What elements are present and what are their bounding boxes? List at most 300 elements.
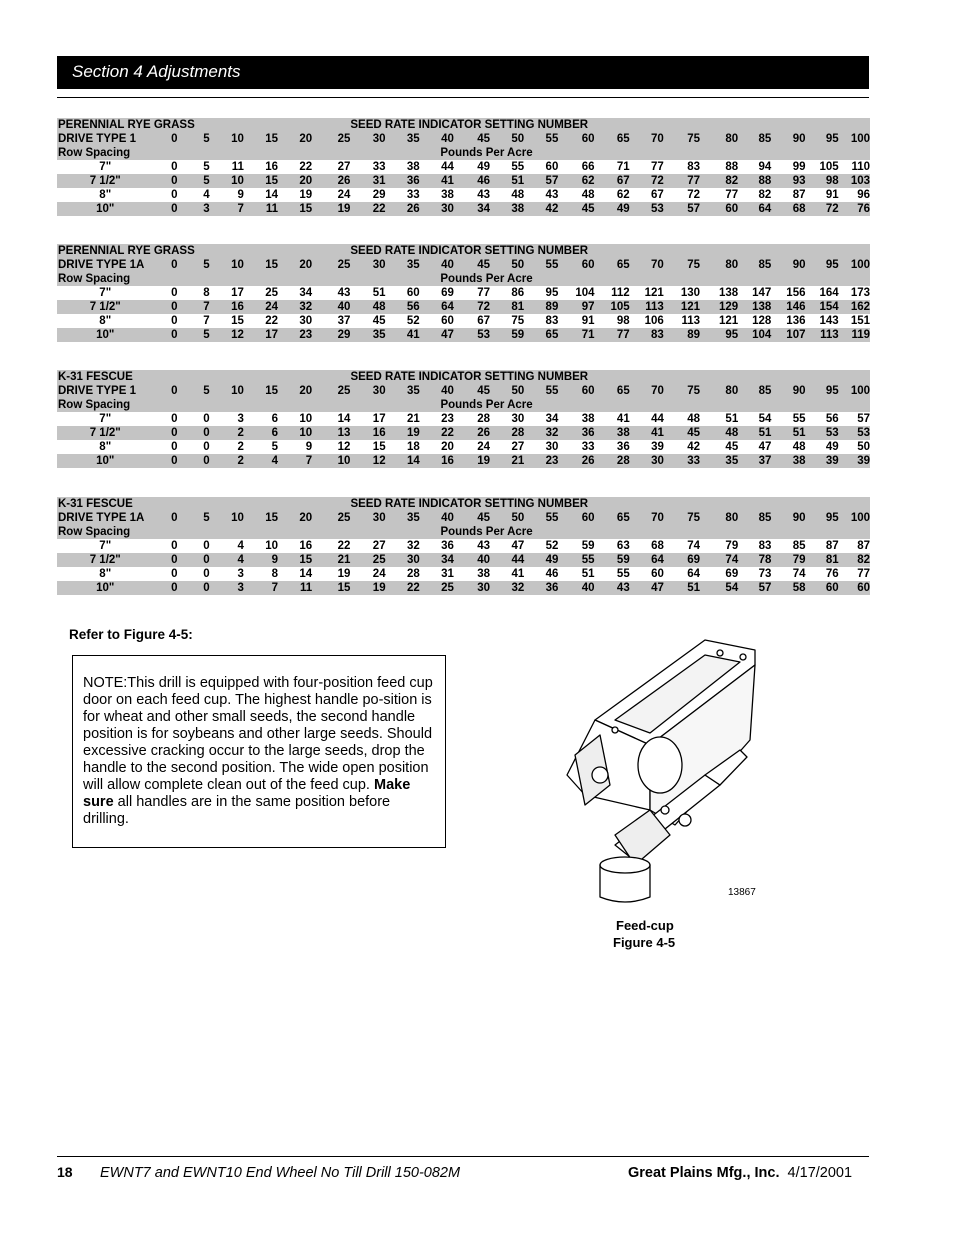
table-cell: 51	[490, 174, 524, 188]
column-header: 60	[558, 511, 594, 525]
table-cell: 104	[575, 287, 595, 299]
column-header: 75	[664, 258, 700, 272]
table-cell: 36	[524, 581, 558, 595]
column-header: 30	[350, 384, 385, 398]
row-spacing: 10"	[57, 454, 153, 468]
table-cell: 74	[687, 540, 701, 552]
column-header: 60	[558, 132, 594, 146]
table-cell: 77	[725, 189, 739, 201]
drive-type: DRIVE TYPE 1A	[57, 511, 153, 525]
table-cell: 0	[171, 568, 178, 580]
table-cell: 82	[758, 189, 772, 201]
row-spacing: 7 1/2"	[57, 426, 153, 440]
table-cell: 32	[406, 540, 420, 552]
table-cell: 82	[839, 553, 870, 567]
table-cell: 56	[825, 413, 839, 425]
table-cell: 43	[477, 540, 491, 552]
figure-caption-title: Feed-cup	[616, 918, 674, 933]
column-header: 80	[700, 258, 738, 272]
table-cell: 47	[511, 540, 525, 552]
setting-title: SEED RATE INDICATOR SETTING NUMBER	[350, 118, 870, 132]
table-cell: 10	[278, 426, 312, 440]
table-cell: 34	[299, 287, 313, 299]
table-cell: 2	[210, 454, 244, 468]
crop-name: K-31 FESCUE	[57, 497, 350, 511]
table-title-row	[57, 497, 870, 511]
table-cell: 49	[595, 202, 630, 216]
table-cell: 20	[278, 174, 312, 188]
row-spacing: 10"	[57, 581, 153, 595]
table-cell: 40	[312, 300, 350, 314]
table-cell: 6	[244, 426, 278, 440]
table-cell: 18	[406, 441, 420, 453]
table-cell: 77	[477, 287, 491, 299]
table-cell: 57	[857, 413, 870, 425]
table-cell: 17	[372, 413, 386, 425]
column-header: 20	[278, 511, 312, 525]
table-cell: 11	[278, 581, 312, 595]
table-cell: 36	[616, 441, 630, 453]
column-header: 70	[630, 132, 664, 146]
table-cell: 0	[178, 581, 210, 595]
column-header: 35	[386, 384, 420, 398]
table-cell: 44	[651, 413, 664, 425]
units-row	[57, 525, 870, 539]
table-cell: 53	[839, 426, 870, 440]
column-header: 100	[839, 258, 870, 272]
table-cell: 105	[595, 300, 630, 314]
table-cell: 3	[178, 202, 210, 216]
column-header: 85	[738, 258, 771, 272]
table-cell: 5	[271, 441, 279, 453]
table-cell: 60	[700, 202, 738, 216]
column-header: 90	[771, 258, 805, 272]
table-row	[57, 300, 870, 314]
table-cell: 24	[372, 568, 386, 580]
table-cell: 49	[524, 553, 558, 567]
row-spacing: 8"	[99, 189, 112, 201]
table-cell: 88	[725, 161, 739, 173]
row-spacing-label: Row Spacing	[57, 272, 350, 286]
table-cell: 95	[545, 287, 559, 299]
table-cell: 9	[305, 441, 313, 453]
table-cell: 4	[203, 189, 210, 201]
table-cell: 0	[153, 300, 177, 314]
table-cell: 0	[153, 426, 177, 440]
table-cell: 98	[616, 315, 630, 327]
table-cell: 74	[792, 568, 806, 580]
table-cell: 64	[738, 202, 771, 216]
table-cell: 151	[850, 315, 870, 327]
table-cell: 43	[477, 189, 491, 201]
table-cell: 68	[771, 202, 805, 216]
table-cell: 39	[806, 454, 839, 468]
table-cell: 76	[825, 568, 839, 580]
table-cell: 0	[203, 540, 210, 552]
table-cell: 0	[171, 441, 178, 453]
table-cell: 138	[738, 300, 771, 314]
column-header: 25	[312, 511, 350, 525]
table-cell: 103	[839, 174, 870, 188]
table-cell: 26	[386, 202, 420, 216]
header-rule	[57, 97, 869, 98]
table-cell: 11	[244, 202, 278, 216]
row-spacing: 7"	[99, 161, 112, 173]
column-header: 5	[178, 132, 210, 146]
table-cell: 81	[806, 553, 839, 567]
table-cell: 107	[771, 328, 805, 342]
table-cell: 27	[337, 161, 351, 173]
table-cell: 156	[786, 287, 806, 299]
column-header: 15	[244, 258, 278, 272]
table-cell: 23	[524, 454, 558, 468]
column-header: 85	[738, 511, 771, 525]
row-spacing-label: Row Spacing	[57, 146, 350, 160]
table-cell: 36	[441, 540, 454, 552]
table-cell: 83	[758, 540, 772, 552]
table-cell: 32	[524, 426, 558, 440]
row-spacing: 10"	[57, 328, 153, 342]
table-cell: 26	[312, 174, 350, 188]
column-header: 50	[490, 258, 524, 272]
table-cell: 77	[595, 328, 630, 342]
table-row	[57, 328, 870, 342]
column-header: 75	[664, 384, 700, 398]
table-cell: 22	[265, 315, 279, 327]
table-cell: 37	[337, 315, 351, 327]
row-spacing: 7 1/2"	[57, 553, 153, 567]
column-header: 75	[664, 511, 700, 525]
table-cell: 43	[337, 287, 351, 299]
table-cell: 48	[350, 300, 385, 314]
column-header: 80	[700, 511, 738, 525]
table-cell: 72	[805, 202, 838, 216]
table-cell: 94	[758, 161, 772, 173]
table-cell: 0	[153, 202, 177, 216]
table-cell: 0	[178, 426, 210, 440]
table-cell: 55	[616, 568, 630, 580]
table-cell: 34	[545, 413, 559, 425]
column-header: 0	[153, 511, 177, 525]
table-cell: 15	[244, 174, 278, 188]
table-cell: 67	[651, 189, 664, 201]
crop-name: PERENNIAL RYE GRASS	[57, 244, 350, 258]
footer-date: 4/17/2001	[787, 1165, 853, 1181]
column-header: 25	[312, 384, 350, 398]
column-header: 55	[524, 258, 558, 272]
table-cell: 9	[237, 189, 244, 201]
column-header: 10	[210, 384, 244, 398]
table-cell: 48	[792, 441, 806, 453]
table-cell: 34	[420, 553, 454, 567]
table-row	[57, 440, 870, 454]
table-cell: 16	[350, 426, 385, 440]
table-cell: 93	[771, 174, 805, 188]
table-row	[57, 454, 870, 468]
row-spacing: 7"	[99, 287, 112, 299]
drive-type: DRIVE TYPE 1A	[57, 258, 153, 272]
table-cell: 33	[664, 454, 700, 468]
table-cell: 52	[406, 315, 420, 327]
column-header: 40	[420, 384, 454, 398]
document-title: EWNT7 and EWNT10 End Wheel No Till Drill 150-082M	[100, 1165, 461, 1181]
column-header: 15	[244, 384, 278, 398]
column-header: 40	[420, 258, 454, 272]
table-cell: 7	[203, 315, 210, 327]
table-row	[57, 188, 870, 202]
table-cell: 43	[595, 581, 630, 595]
column-header: 35	[386, 132, 420, 146]
units-row	[57, 398, 870, 412]
table-cell: 7	[178, 300, 210, 314]
table-cell: 62	[558, 174, 594, 188]
table-cell: 91	[825, 189, 839, 201]
table-cell: 3	[237, 568, 244, 580]
column-header: 55	[524, 511, 558, 525]
table-cell: 35	[700, 454, 738, 468]
table-cell: 21	[490, 454, 524, 468]
table-cell: 146	[771, 300, 805, 314]
column-header: 10	[210, 258, 244, 272]
table-cell: 14	[299, 568, 313, 580]
column-header-row	[57, 258, 870, 272]
table-cell: 73	[758, 568, 772, 580]
column-header: 80	[700, 132, 738, 146]
setting-title: SEED RATE INDICATOR SETTING NUMBER	[350, 244, 870, 258]
table-cell: 26	[558, 454, 594, 468]
table-cell: 12	[337, 441, 351, 453]
table-cell: 38	[477, 568, 491, 580]
table-cell: 28	[406, 568, 420, 580]
table-cell: 45	[558, 202, 594, 216]
table-cell: 76	[839, 202, 870, 216]
table-cell: 20	[441, 441, 454, 453]
table-cell: 21	[406, 413, 420, 425]
table-cell: 121	[664, 300, 700, 314]
table-cell: 96	[857, 189, 870, 201]
column-header: 80	[700, 384, 738, 398]
column-header: 10	[210, 511, 244, 525]
table-cell: 30	[299, 315, 313, 327]
column-header: 95	[805, 132, 838, 146]
table-cell: 0	[171, 540, 178, 552]
table-cell: 113	[805, 328, 838, 342]
table-row	[57, 553, 870, 567]
table-cell: 57	[738, 581, 771, 595]
column-header: 95	[806, 384, 839, 398]
table-row	[57, 160, 870, 174]
table-cell: 74	[700, 553, 738, 567]
table-cell: 154	[805, 300, 838, 314]
table-cell: 64	[630, 553, 664, 567]
table-cell: 0	[203, 413, 210, 425]
table-cell: 34	[454, 202, 490, 216]
table-cell: 162	[839, 300, 870, 314]
setting-title: SEED RATE INDICATOR SETTING NUMBER	[350, 497, 870, 511]
column-header: 70	[630, 384, 664, 398]
column-header: 45	[454, 384, 490, 398]
table-cell: 8	[203, 287, 210, 299]
table-cell: 13	[312, 426, 350, 440]
table-cell: 86	[511, 287, 525, 299]
column-header: 55	[524, 384, 558, 398]
refer-figure-text: Refer to Figure 4-5:	[69, 627, 193, 642]
seed-rate-table	[57, 497, 870, 595]
column-header-row	[57, 511, 870, 525]
table-title-row	[57, 244, 870, 258]
table-cell: 51	[725, 413, 739, 425]
table-cell: 44	[441, 161, 454, 173]
table-cell: 19	[299, 189, 313, 201]
column-header: 30	[350, 258, 385, 272]
table-cell: 0	[178, 454, 210, 468]
seed-rate-table	[57, 370, 870, 468]
table-cell: 30	[511, 413, 525, 425]
table-cell: 12	[210, 328, 244, 342]
column-header: 25	[312, 132, 350, 146]
table-cell: 9	[244, 553, 278, 567]
column-header: 0	[153, 132, 177, 146]
units-row	[57, 146, 870, 160]
table-cell: 113	[681, 315, 700, 327]
table-cell: 16	[299, 540, 313, 552]
table-cell: 45	[372, 315, 386, 327]
note-box	[72, 655, 446, 848]
crop-name: K-31 FESCUE	[57, 370, 350, 384]
table-cell: 15	[231, 315, 244, 327]
column-header: 100	[839, 511, 870, 525]
table-cell: 10	[210, 174, 244, 188]
table-cell: 21	[312, 553, 350, 567]
table-row	[57, 202, 870, 216]
table-cell: 69	[441, 287, 454, 299]
table-cell: 24	[477, 441, 491, 453]
table-cell: 0	[171, 287, 178, 299]
table-title-row	[57, 370, 870, 384]
table-cell: 87	[857, 540, 870, 552]
table-cell: 29	[312, 328, 350, 342]
table-cell: 89	[664, 328, 700, 342]
table-cell: 121	[718, 315, 739, 327]
table-cell: 99	[792, 161, 806, 173]
table-cell: 15	[278, 202, 312, 216]
table-cell: 105	[819, 161, 839, 173]
column-header: 65	[595, 511, 630, 525]
row-spacing: 8"	[99, 315, 112, 327]
table-cell: 69	[725, 568, 739, 580]
column-header: 5	[178, 511, 210, 525]
table-cell: 0	[153, 553, 177, 567]
column-header-row	[57, 384, 870, 398]
column-header: 20	[278, 132, 312, 146]
table-cell: 19	[454, 454, 490, 468]
table-cell: 119	[839, 328, 870, 342]
table-cell: 110	[851, 161, 870, 173]
table-cell: 83	[630, 328, 664, 342]
table-cell: 55	[558, 553, 594, 567]
table-cell: 46	[545, 568, 559, 580]
table-cell: 55	[511, 161, 525, 173]
column-header: 20	[278, 384, 312, 398]
table-cell: 0	[203, 441, 210, 453]
table-cell: 85	[792, 540, 806, 552]
column-header: 65	[595, 384, 630, 398]
table-cell: 3	[210, 581, 244, 595]
table-cell: 60	[406, 287, 420, 299]
column-header: 30	[350, 132, 385, 146]
column-header: 45	[454, 511, 490, 525]
table-cell: 0	[153, 581, 177, 595]
footer-rule	[57, 1156, 869, 1157]
column-header: 10	[210, 132, 244, 146]
table-cell: 35	[350, 328, 385, 342]
table-row	[57, 539, 870, 553]
setting-title: SEED RATE INDICATOR SETTING NUMBER	[350, 370, 870, 384]
table-cell: 38	[490, 202, 524, 216]
column-header: 95	[806, 511, 839, 525]
table-cell: 87	[825, 540, 839, 552]
table-cell: 0	[153, 328, 177, 342]
table-cell: 23	[278, 328, 312, 342]
column-header: 90	[771, 384, 805, 398]
table-cell: 53	[630, 202, 664, 216]
row-spacing: 7 1/2"	[57, 174, 153, 188]
units-label: Pounds Per Acre	[350, 525, 870, 539]
column-header: 60	[558, 384, 594, 398]
table-cell: 0	[178, 553, 210, 567]
table-row	[57, 581, 870, 595]
table-cell: 64	[687, 568, 701, 580]
table-cell: 51	[738, 426, 771, 440]
table-cell: 19	[337, 568, 351, 580]
table-cell: 11	[231, 161, 244, 173]
table-cell: 25	[350, 553, 385, 567]
table-cell: 7	[244, 581, 278, 595]
table-cell: 25	[265, 287, 279, 299]
column-header: 0	[153, 384, 177, 398]
table-row	[57, 314, 870, 328]
table-cell: 82	[700, 174, 738, 188]
column-header: 55	[524, 132, 558, 146]
table-cell: 51	[771, 426, 805, 440]
table-cell: 104	[738, 328, 771, 342]
column-header: 5	[178, 258, 210, 272]
table-cell: 30	[630, 454, 664, 468]
column-header: 30	[350, 511, 385, 525]
table-cell: 14	[386, 454, 420, 468]
note-text: NOTE:This drill is equipped with four-position feed cup door on each feed cup. The highest handle po-sition is for wheat and other small seeds, the second handle position is for soybeans and other large seeds. Should excessive cracking occur to the large seeds, drop the handle to the second position. The wide open position will allow complete clean out of the feed cup.	[83, 675, 433, 793]
table-cell: 2	[210, 426, 244, 440]
table-cell: 91	[581, 315, 595, 327]
table-cell: 56	[386, 300, 420, 314]
table-cell: 49	[477, 161, 491, 173]
column-header: 85	[738, 132, 771, 146]
table-cell: 38	[441, 189, 454, 201]
table-cell: 57	[664, 202, 700, 216]
table-cell: 30	[454, 581, 490, 595]
table-cell: 63	[616, 540, 630, 552]
table-cell: 0	[171, 161, 178, 173]
column-header: 45	[454, 132, 490, 146]
table-cell: 54	[758, 413, 772, 425]
table-cell: 106	[644, 315, 664, 327]
table-cell: 16	[420, 454, 454, 468]
column-header: 15	[244, 132, 278, 146]
column-header: 65	[595, 132, 630, 146]
table-cell: 40	[454, 553, 490, 567]
table-cell: 24	[337, 189, 351, 201]
table-cell: 45	[725, 441, 739, 453]
